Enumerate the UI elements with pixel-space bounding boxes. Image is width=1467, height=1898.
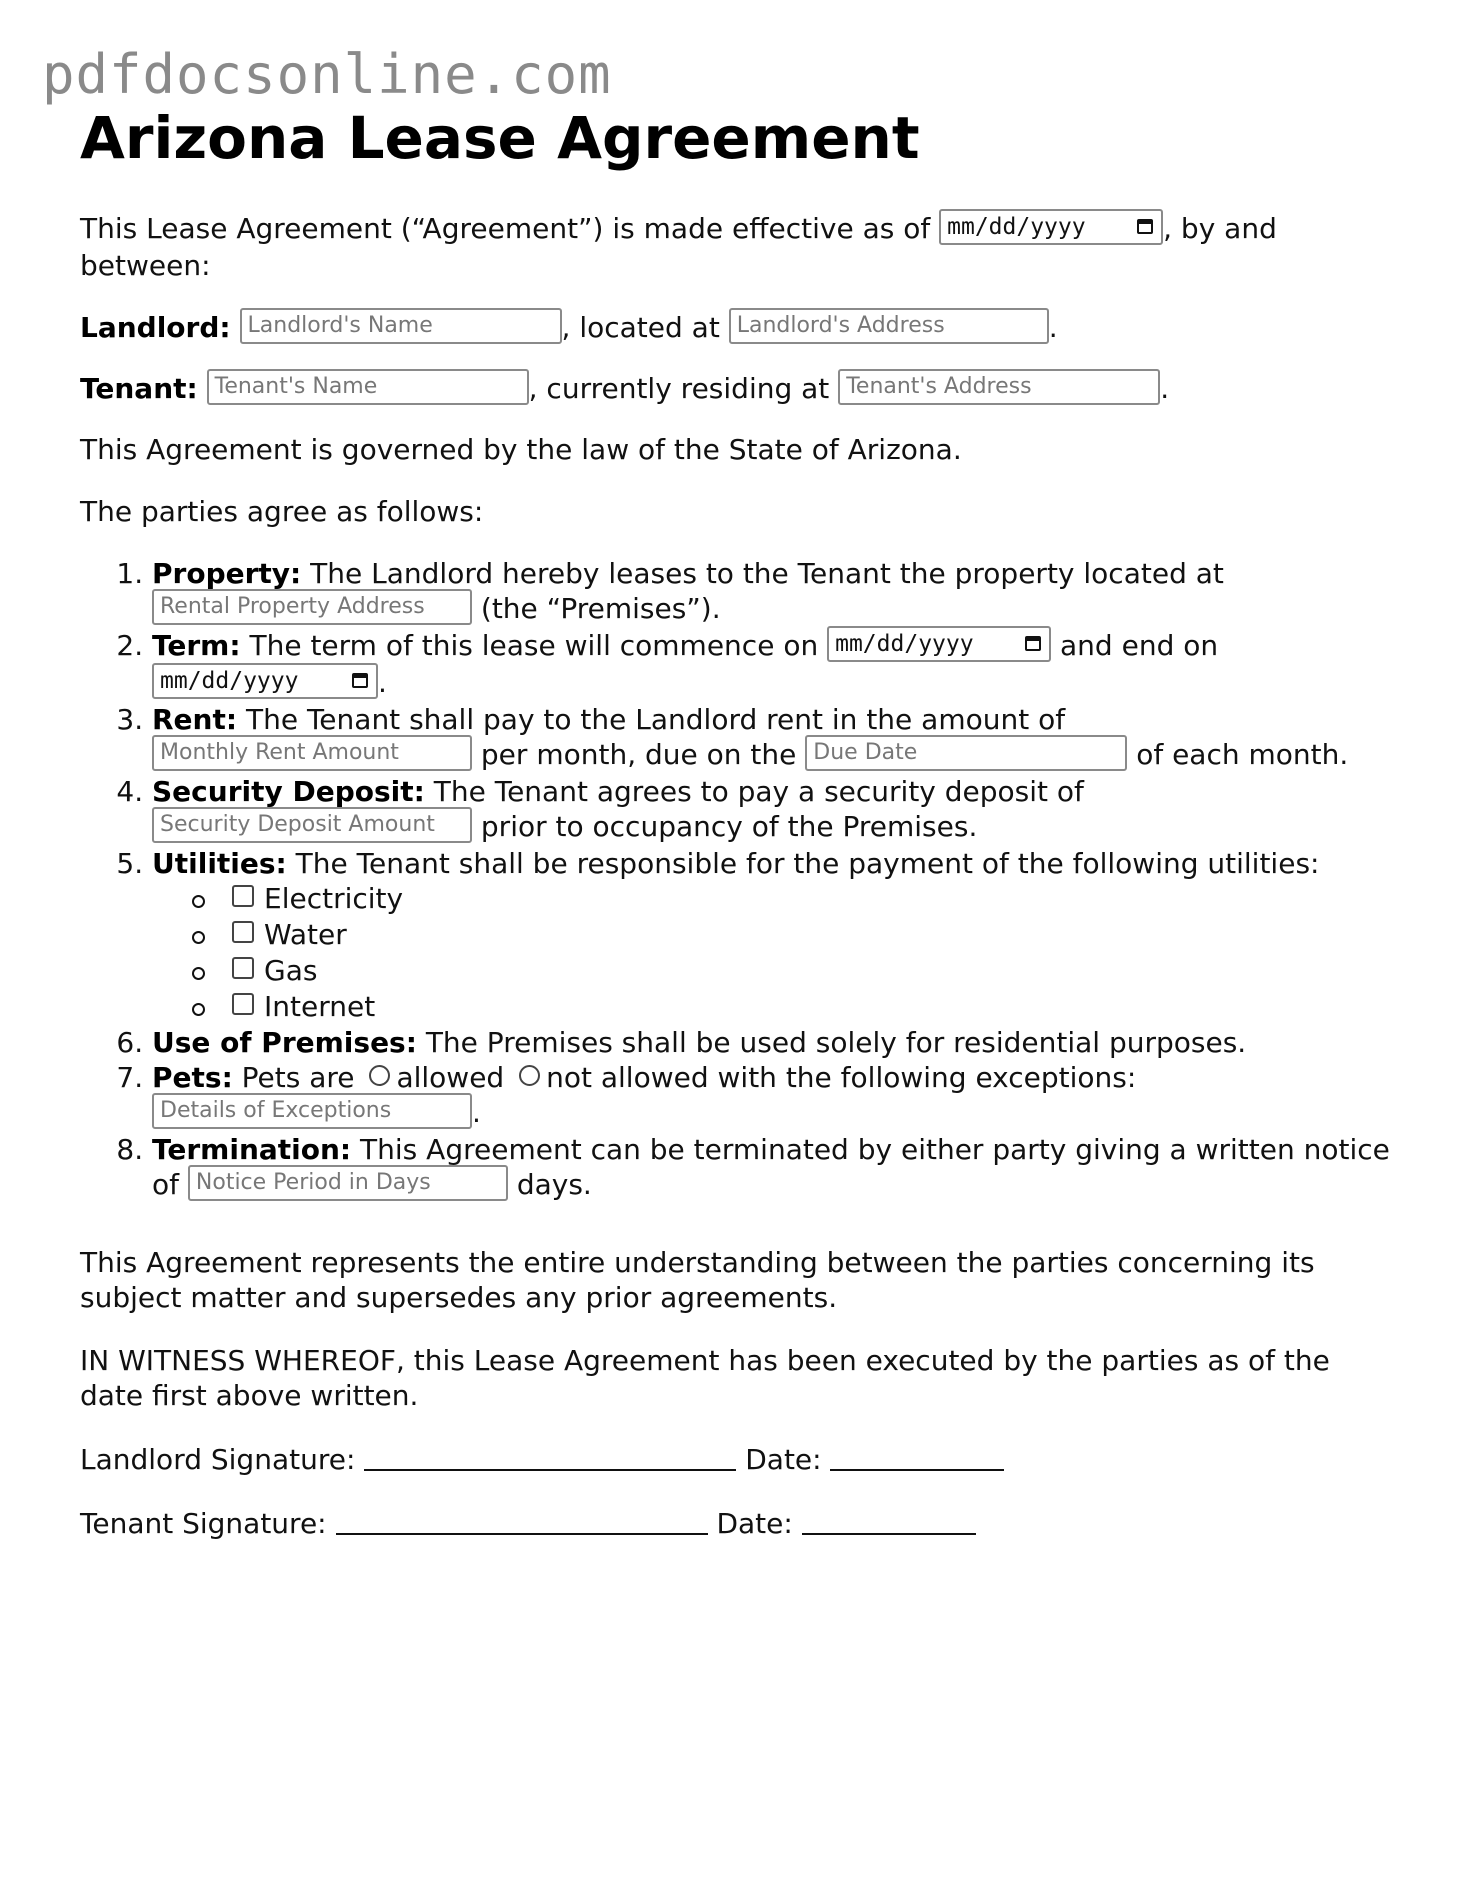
tenant-signature-blank[interactable] bbox=[336, 1507, 708, 1535]
utility-item bbox=[192, 953, 1400, 989]
landlord-signature-blank[interactable] bbox=[364, 1443, 736, 1471]
term-termination bbox=[152, 1132, 1400, 1204]
property-text: The Landlord hereby leases to the Tenant the property located at bbox=[310, 557, 1224, 590]
landlord-address-input[interactable]: Landlord's Address bbox=[729, 308, 1049, 344]
landlord-mid: , located at bbox=[561, 311, 720, 344]
calendar-icon[interactable] bbox=[352, 673, 368, 688]
entire-agreement: This Agreement represents the entire understanding between the parties concerning its subject matter and supersedes any prior agreements. bbox=[80, 1246, 1315, 1314]
effective-date-input[interactable] bbox=[939, 209, 1163, 245]
witness-clause: IN WITNESS WHEREOF, this Lease Agreement has been executed by the parties as of the date first above written. bbox=[80, 1344, 1330, 1412]
rent-after: of each month. bbox=[1136, 738, 1349, 771]
landlord-signature-line bbox=[80, 1441, 1400, 1477]
term-start-placeholder: mm/dd/yyyy bbox=[835, 631, 974, 657]
termination-label: Termination: bbox=[152, 1133, 352, 1166]
rent-text: The Tenant shall pay to the Landlord rent in the amount of bbox=[245, 703, 1066, 736]
term-text: The term of this lease will commence on bbox=[249, 629, 819, 662]
water-checkbox[interactable] bbox=[232, 921, 254, 943]
landlord-end: . bbox=[1048, 311, 1058, 344]
utilities-text: The Tenant shall be responsible for the payment of the following utilities: bbox=[295, 847, 1320, 880]
pets-allowed-label: allowed bbox=[396, 1061, 505, 1094]
date-label: Date: bbox=[716, 1507, 793, 1540]
term-end-date-input[interactable] bbox=[152, 663, 378, 699]
tenant-name-input[interactable]: Tenant's Name bbox=[207, 369, 529, 405]
internet-checkbox[interactable] bbox=[232, 993, 254, 1015]
rent-amount-input[interactable]: Monthly Rent Amount bbox=[152, 735, 472, 771]
rent-mid: per month, due on the bbox=[480, 738, 797, 771]
termination-text: This Agreement can be terminated by either party giving a written notice of bbox=[152, 1133, 1390, 1201]
watermark: pdfdocsonline.com bbox=[42, 43, 612, 106]
tenant-date-blank[interactable] bbox=[802, 1507, 976, 1535]
bullet-icon bbox=[192, 967, 205, 980]
property-address-input[interactable]: Rental Property Address bbox=[152, 589, 472, 625]
term-label: Term: bbox=[152, 629, 241, 662]
calendar-icon[interactable] bbox=[1025, 636, 1041, 651]
deposit-label: Security Deposit: bbox=[152, 775, 425, 808]
utility-item bbox=[192, 989, 1400, 1025]
intro-paragraph bbox=[80, 211, 1400, 283]
calendar-icon[interactable] bbox=[1137, 219, 1153, 234]
landlord-date-blank[interactable] bbox=[830, 1443, 1004, 1471]
tenant-label: Tenant: bbox=[80, 372, 198, 405]
intro-after: , by and between: bbox=[80, 212, 1277, 282]
electricity-checkbox[interactable] bbox=[232, 885, 254, 907]
utility-item bbox=[192, 917, 1400, 953]
landlord-name-input[interactable]: Landlord's Name bbox=[240, 308, 562, 344]
notice-period-input[interactable]: Notice Period in Days bbox=[188, 1165, 508, 1201]
tenant-address-input[interactable]: Tenant's Address bbox=[838, 369, 1160, 405]
utility-item bbox=[192, 881, 1400, 917]
intro-text: This Lease Agreement (“Agreement”) is made effective as of bbox=[80, 212, 931, 245]
deposit-amount-input[interactable]: Security Deposit Amount bbox=[152, 807, 472, 843]
utilities-list bbox=[152, 881, 1400, 1025]
effective-date-placeholder: mm/dd/yyyy bbox=[947, 214, 1086, 240]
tenant-signature-line bbox=[80, 1505, 1400, 1541]
pets-label: Pets: bbox=[152, 1061, 233, 1094]
rent-label: Rent: bbox=[152, 703, 238, 736]
pets-text: Pets are bbox=[241, 1061, 355, 1094]
pets-exceptions-input[interactable]: Details of Exceptions bbox=[152, 1093, 472, 1129]
terms-list bbox=[80, 556, 1400, 1204]
term-use bbox=[152, 1025, 1400, 1060]
pets-allowed-radio[interactable] bbox=[369, 1065, 390, 1086]
deposit-text: The Tenant agrees to pay a security deposit of bbox=[433, 775, 1084, 808]
gas-checkbox[interactable] bbox=[232, 957, 254, 979]
use-label: Use of Premises: bbox=[152, 1026, 417, 1059]
pets-not-allowed-label: not allowed with the following exceptions: bbox=[546, 1061, 1137, 1094]
document-body bbox=[80, 102, 1400, 1541]
landlord-label: Landlord: bbox=[80, 311, 231, 344]
utility-label: Water bbox=[264, 918, 347, 951]
bullet-icon bbox=[192, 1003, 205, 1016]
property-label: Property: bbox=[152, 557, 302, 590]
deposit-after: prior to occupancy of the Premises. bbox=[480, 810, 978, 843]
rent-due-date-input[interactable]: Due Date bbox=[805, 735, 1127, 771]
term-utilities bbox=[152, 846, 1400, 1025]
utilities-label: Utilities: bbox=[152, 847, 287, 880]
bullet-icon bbox=[192, 931, 205, 944]
term-mid: and end on bbox=[1060, 629, 1219, 662]
landlord-line bbox=[80, 310, 1400, 347]
governing-law: This Agreement is governed by the law of the State of Arizona. bbox=[80, 433, 962, 466]
use-text: The Premises shall be used solely for residential purposes. bbox=[425, 1026, 1247, 1059]
tenant-mid: , currently residing at bbox=[528, 372, 830, 405]
term-rent bbox=[152, 702, 1400, 774]
tenant-line bbox=[80, 371, 1400, 408]
term-property bbox=[152, 556, 1400, 628]
term-deposit bbox=[152, 774, 1400, 846]
term-start-date-input[interactable] bbox=[827, 626, 1051, 662]
pets-not-allowed-radio[interactable] bbox=[519, 1065, 540, 1086]
date-label: Date: bbox=[745, 1443, 822, 1476]
term-term bbox=[152, 628, 1400, 702]
term-end-placeholder: mm/dd/yyyy bbox=[160, 668, 299, 694]
utility-label: Gas bbox=[264, 954, 318, 987]
agree-intro: The parties agree as follows: bbox=[80, 495, 484, 528]
bullet-icon bbox=[192, 895, 205, 908]
landlord-signature-label: Landlord Signature: bbox=[80, 1443, 356, 1476]
term-after: . bbox=[378, 666, 387, 699]
pets-after: . bbox=[472, 1096, 481, 1129]
utility-label: Internet bbox=[264, 990, 376, 1023]
property-after: (the “Premises”). bbox=[480, 592, 721, 625]
page-title: Arizona Lease Agreement bbox=[80, 104, 920, 172]
tenant-signature-label: Tenant Signature: bbox=[80, 1507, 327, 1540]
utility-label: Electricity bbox=[264, 882, 404, 915]
termination-after: days. bbox=[516, 1168, 592, 1201]
tenant-end: . bbox=[1160, 372, 1170, 405]
term-pets bbox=[152, 1060, 1400, 1132]
